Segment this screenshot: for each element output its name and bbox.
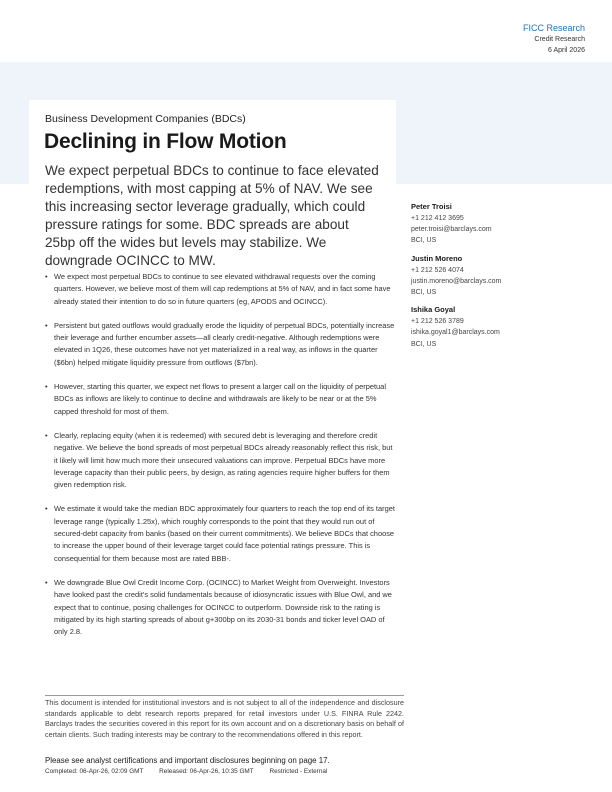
key-point-text: We expect most perpetual BDCs to continue to see elevated withdrawal requests over the coming quarters. However, we believe most of them will cap redemptions at 5% of NAV, and in fact some have already stated their intention to do so in future quarters (eg, APODS and OCINCC). <box>54 272 391 306</box>
author-email[interactable]: peter.troisi@barclays.com <box>411 226 492 234</box>
report-type-label: Credit Research <box>534 36 585 43</box>
author-name: Peter Troisi <box>411 202 452 211</box>
author-email[interactable]: ishika.goyal1@barclays.com <box>411 329 500 337</box>
author-phone: +1 212 526 3789 <box>411 318 464 326</box>
report-date: 6 April 2026 <box>548 47 585 54</box>
footer-divider <box>45 695 404 696</box>
certification-note: Please see analyst certifications and important disclosures beginning on page 17. <box>45 756 330 765</box>
bullet-icon: • <box>45 577 48 587</box>
author-name: Justin Moreno <box>411 253 463 263</box>
department-label: FICC Research <box>522 23 585 33</box>
authors-sidebar <box>411 201 571 356</box>
key-point-text: Clearly, replacing equity (when it is redeemed) with secured debt is leveraging and therefore credit negative. We believe the bond spreads of most perpetual BDCs already reasonably reflect this risk, but it likely will limit how much more their unsecured valuations can improve. Perpetual BDCs have more leverage capacity than their public peers, by design, as rating agencies require higher buffers for them given redemption risk. <box>54 430 393 490</box>
author-entity: BCI, US <box>411 289 437 297</box>
key-point <box>45 430 396 491</box>
key-point <box>45 381 396 418</box>
author-phone: +1 212 526 4074 <box>411 266 464 274</box>
bullet-icon: • <box>45 382 48 392</box>
author-name: Ishika Goyal <box>411 305 456 315</box>
key-point <box>45 503 396 564</box>
key-point-text: We downgrade Blue Owl Credit Income Corp. (OCINCC) to Market Weight from Overweight. Investors have looked past the credit's solid fundamentals because of idiosyncratic issues with Blue Owl, and we expect that to continue, posing challenges for OCINCC to outperform. Downside risk to the rating is mitigated by its high starting spreads of about g+300bp on its 2030-31 bonds and ticker level OAD of only 2.8. <box>54 577 392 637</box>
author-card <box>411 253 571 299</box>
author-email[interactable]: justin.moreno@barclays.com <box>411 277 502 285</box>
key-point-text: Persistent but gated outflows would gradually erode the liquidity of perpetual BDCs, potentially increase their leverage and further encumber assets—all clearly credit-negative. Although redemptions were elevated in 1Q26, these outcomes have not yet materialized in a real way, as inflows in the quarter ($6bn) helped mitigate liquidity pressure from outflows ($7bn). <box>54 320 395 367</box>
key-point <box>45 271 396 308</box>
author-card <box>411 304 571 350</box>
key-points-list <box>45 271 396 650</box>
author-phone: +1 212 412 3695 <box>411 215 464 222</box>
key-point-text: However, starting this quarter, we expect net flows to present a larger call on the liquidity of perpetual BDCs as inflows are likely to continue to decline and withdrawals are likely to be near or at the 5% capped threshold for most of them. <box>54 382 386 416</box>
key-point <box>45 577 396 638</box>
footer-meta <box>45 768 341 775</box>
bullet-icon: • <box>45 430 48 440</box>
bullet-icon: • <box>45 320 48 330</box>
bullet-icon: • <box>45 272 48 281</box>
report-title: Declining in Flow Motion <box>44 130 287 153</box>
key-point <box>45 320 396 369</box>
completed-timestamp: Completed: 06-Apr-26, 02:09 GMT <box>45 768 144 775</box>
author-card <box>411 201 571 247</box>
author-entity: BCI, US <box>411 237 437 245</box>
report-summary: We expect perpetual BDCs to continue to face elevated redemptions, with most capping at 5% of NAV. We see this increasing sector leverage gradually, which could pressure ratings for some. BDC spreads are about 25bp off the wides but levels may stabilize. We downgrade OCINCC to MW. <box>45 163 379 268</box>
released-timestamp: Released: 06-Apr-26, 10:35 GMT <box>159 768 254 775</box>
report-category: Business Development Companies (BDCs) <box>45 113 246 125</box>
classification-label: Restricted - External <box>269 768 328 775</box>
bullet-icon: • <box>45 504 48 514</box>
disclaimer-text: This document is intended for institutional investors and is not subject to all of the independence and disclosure standards applicable to debt research reports prepared for retail investors under U.S. FINRA Rule 2242. Barclays trades the securities covered in this report for its own account and on a discretionary basis on behalf of certain clients. Such trading interests may be contrary to the recommendations offered in this report. <box>45 698 404 739</box>
key-point-text: We estimate it would take the median BDC approximately four quarters to reach the top end of its target leverage range (typically 1.25x), which roughly corresponds to the point that they would run out of secured-debt capacity from banks (based on their current commitments). We believe BDCs that choose to increase the upper bound of their leverage target could face potential ratings pressure. This is consequential for them because most are rated BBB-. <box>54 504 395 563</box>
report-header <box>523 22 585 56</box>
author-entity: BCI, US <box>411 340 437 348</box>
